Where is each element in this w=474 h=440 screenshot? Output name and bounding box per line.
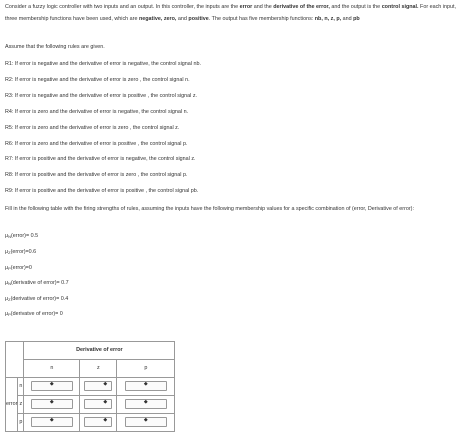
rule-5: R5: If error is zero and the derivative of error is zero , the control signal z.: [5, 125, 180, 131]
col-label-n: n: [24, 360, 80, 378]
mu-symbol: μ: [5, 265, 9, 271]
firing-strength-select[interactable]: [84, 417, 112, 427]
mu-subscript: Z: [8, 250, 11, 255]
membership-value: (derivative of error)= 0.7: [11, 280, 69, 286]
intro-bold: error: [239, 4, 253, 10]
membership-value: (error)=0.6: [10, 249, 37, 255]
mu-symbol: μ: [5, 311, 9, 317]
firing-strength-select[interactable]: [31, 417, 73, 427]
membership-value: (error)= 0.5: [11, 233, 39, 239]
intro-text: and: [341, 15, 354, 22]
cell-n-z: [80, 378, 117, 396]
intro-bold: control signal.: [381, 4, 419, 10]
intro-text: For each input, three membership functions have been used, which are: [5, 4, 456, 22]
mu-symbol: μ: [5, 296, 9, 302]
membership-2: [5, 249, 36, 257]
intro-bold: derivative of the error,: [273, 4, 330, 10]
cell-z-n: [24, 396, 80, 414]
membership-value: (derivatve of error)= 0: [10, 311, 63, 317]
rule-7: R7: If error is positive and the derivative of error is negative, the control signal z.: [5, 156, 196, 162]
mu-subscript: P: [8, 266, 11, 271]
membership-value: (error)=0: [10, 265, 32, 271]
cell-n-n: [24, 378, 80, 396]
membership-4: [5, 280, 69, 288]
firing-strength-select[interactable]: [125, 399, 167, 409]
row-label-p: p: [18, 414, 24, 432]
intro-text: and the output is the: [329, 4, 382, 10]
firing-strength-select[interactable]: [31, 381, 73, 391]
rule-6: R6: If error is zero and the derivative of error is positive , the control signal p.: [5, 141, 188, 147]
firing-strength-table: [5, 341, 175, 432]
membership-6: [5, 311, 63, 319]
firing-strength-select[interactable]: [84, 399, 112, 409]
cell-z-z: [80, 396, 117, 414]
membership-1: [5, 233, 38, 241]
membership-value: (derivative of error)= 0.4: [10, 296, 69, 302]
table-corner: [6, 342, 24, 378]
intro-text: . The output has five membership functions:: [208, 15, 315, 22]
rule-1: R1: If error is negative and the derivative of error is negative, the control signal nb.: [5, 61, 201, 67]
rule-4: R4: If error is zero and the derivative of error is negative, the control signal n.: [5, 109, 189, 115]
fill-instructions: Fill in the following table with the firing strengths of rules, assuming the inputs have the following membership values for a specific combination of (error, Derivative of error):: [5, 206, 414, 212]
intro-bold: positive: [188, 15, 209, 22]
mu-subscript: P: [8, 312, 11, 317]
firing-strength-select[interactable]: [125, 381, 167, 391]
intro-text: and the: [252, 4, 274, 10]
mu-subscript: N: [8, 281, 11, 286]
firing-strength-select[interactable]: [31, 399, 73, 409]
intro-bold: nb, n, z, p,: [314, 15, 342, 22]
rule-3: R3: If error is negative and the derivative of error is positive , the control signal z.: [5, 93, 198, 99]
col-label-p: p: [117, 360, 175, 378]
cell-p-p: [117, 414, 175, 432]
intro-text: Consider a fuzzy logic controller with two inputs and an output. In this controller, the inputs are the: [5, 4, 240, 10]
intro-text: and: [176, 15, 189, 22]
membership-5: [5, 296, 68, 304]
mu-subscript: Z: [8, 297, 11, 302]
table-row-group-label: error: [6, 378, 18, 432]
mu-subscript: N: [8, 234, 11, 239]
rule-8: R8: If error is positive and the derivative of error is zero , the control signal p.: [5, 172, 188, 178]
row-label-n: n: [18, 378, 24, 396]
table-col-header: Derivative of error: [24, 342, 175, 360]
firing-strength-select[interactable]: [84, 381, 112, 391]
intro-paragraph: [5, 2, 469, 25]
mu-symbol: μ: [5, 280, 9, 286]
col-label-z: z: [80, 360, 117, 378]
mu-symbol: μ: [5, 249, 9, 255]
rule-9: R9: If error is positive and the derivative of error is positive , the control signal pb.: [5, 188, 199, 194]
cell-z-p: [117, 396, 175, 414]
membership-3: [5, 265, 32, 273]
cell-p-n: [24, 414, 80, 432]
assume-text: Assume that the following rules are given.: [5, 44, 105, 50]
rule-2: R2: If error is negative and the derivative of error is zero , the control signal n.: [5, 77, 190, 83]
intro-bold: negative, zero,: [138, 15, 177, 22]
mu-symbol: μ: [5, 233, 9, 239]
intro-bold: pb: [353, 15, 360, 22]
cell-n-p: [117, 378, 175, 396]
firing-strength-select[interactable]: [125, 417, 167, 427]
row-label-z: z: [18, 396, 24, 414]
cell-p-z: [80, 414, 117, 432]
